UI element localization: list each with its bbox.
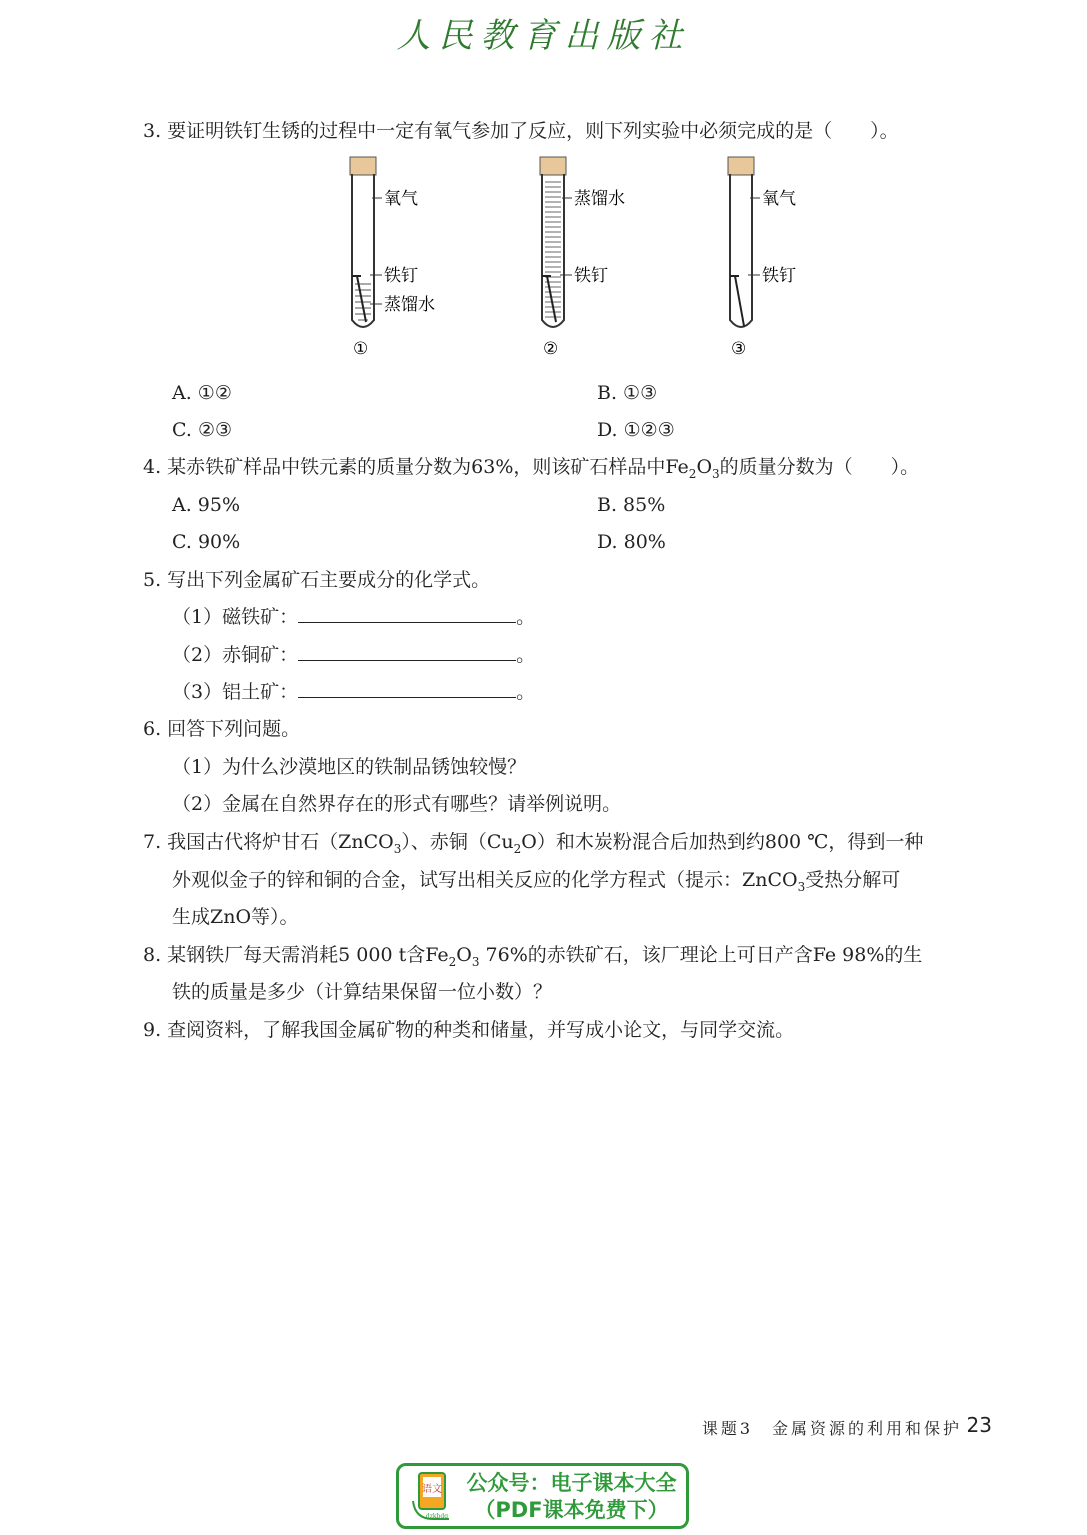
tube2-top-label: 蒸馏水 — [574, 189, 625, 209]
q4-option-d: D. 80% — [597, 531, 666, 553]
tube3-mid-label: 铁钉 — [762, 266, 796, 286]
banner-line-1: 公众号：电子课本大全 — [466, 1471, 677, 1495]
test-tube-1 — [350, 157, 435, 359]
q3-option-d: D. ①②③ — [597, 419, 675, 441]
page-number: 23 — [966, 1413, 992, 1437]
test-tube-2 — [540, 157, 625, 359]
book-icon-subtext: dzkbdq — [425, 1513, 449, 1520]
q5-item-1: （1）磁铁矿： 。 — [172, 606, 536, 628]
q6-item-2: （2）金属在自然界存在的形式有哪些？请举例说明。 — [172, 793, 622, 815]
book-icon — [409, 1471, 457, 1523]
answer-blank[interactable] — [298, 604, 516, 623]
question-7-line-2: 外观似金子的锌和铜的合金，试写出相关反应的化学方程式（提示：ZnCO$_3$受热分解可 — [172, 869, 901, 894]
promo-banner[interactable] — [396, 1463, 689, 1529]
question-8-line-2: 铁的质量是多少（计算结果保留一位小数）？ — [172, 981, 553, 1003]
book-icon-text: 语文 — [422, 1484, 442, 1495]
q6-item-1: （1）为什么沙漠地区的铁制品锈蚀较慢？ — [172, 756, 527, 778]
section-title: 课题3 金属资源的利用和保护 — [701, 1419, 962, 1438]
tube3-top-label: 氧气 — [762, 189, 796, 209]
question-7-line-3: 生成ZnO等）。 — [172, 906, 299, 928]
tube1-bottom-label: 蒸馏水 — [384, 295, 435, 315]
q3-option-b: B. ①③ — [597, 382, 658, 404]
tube3-number: ③ — [731, 339, 747, 359]
publisher-logo: 人民教育出版社 — [396, 16, 691, 56]
tube2-mid-label: 铁钉 — [574, 266, 608, 286]
q4-option-b: B. 85% — [597, 494, 666, 516]
tube1-mid-label: 铁钉 — [384, 266, 418, 286]
q4-option-a: A. 95% — [172, 494, 241, 516]
question-4-text: 4. 某赤铁矿样品中铁元素的质量分数为63%，则该矿石样品中$Fe_2O_3$的质量分数为（ ）。 — [143, 456, 920, 481]
tube1-number: ① — [353, 339, 369, 359]
question-3-text: 3. 要证明铁钉生锈的过程中一定有氧气参加了反应，则下列实验中必须完成的是（ ）。 — [143, 120, 899, 142]
test-tube-figure — [330, 152, 830, 362]
question-5-text: 5. 写出下列金属矿石主要成分的化学式。 — [143, 569, 491, 591]
tube2-number: ② — [543, 339, 559, 359]
answer-blank[interactable] — [298, 642, 516, 661]
question-8-line-1: 8. 某钢铁厂每天需消耗5 000 t含$Fe_2O_3$ 76%的赤铁矿石，该厂理论上可日产含Fe 98%的生 — [143, 944, 923, 969]
q3-option-c: C. ②③ — [172, 419, 233, 441]
q4-option-c: C. 90% — [172, 531, 241, 553]
q5-item-3: （3）铝土矿： 。 — [172, 681, 536, 703]
tube1-top-label: 氧气 — [384, 189, 418, 209]
question-6-text: 6. 回答下列问题。 — [143, 718, 301, 740]
q3-option-a: A. ①② — [172, 382, 232, 404]
banner-line-2: （PDF课本免费下） — [474, 1498, 669, 1522]
question-7-line-1: 7. 我国古代将炉甘石（ZnCO$_3$）、赤铜$(Cu_2O)$和木炭粉混合后加热到约800 ℃，得到一种 — [143, 831, 924, 856]
answer-blank[interactable] — [298, 679, 516, 698]
question-9-text: 9. 查阅资料，了解我国金属矿物的种类和储量，并写成小论文，与同学交流。 — [143, 1019, 795, 1041]
test-tube-3 — [728, 157, 796, 359]
q5-item-2: （2）赤铜矿： 。 — [172, 644, 536, 666]
